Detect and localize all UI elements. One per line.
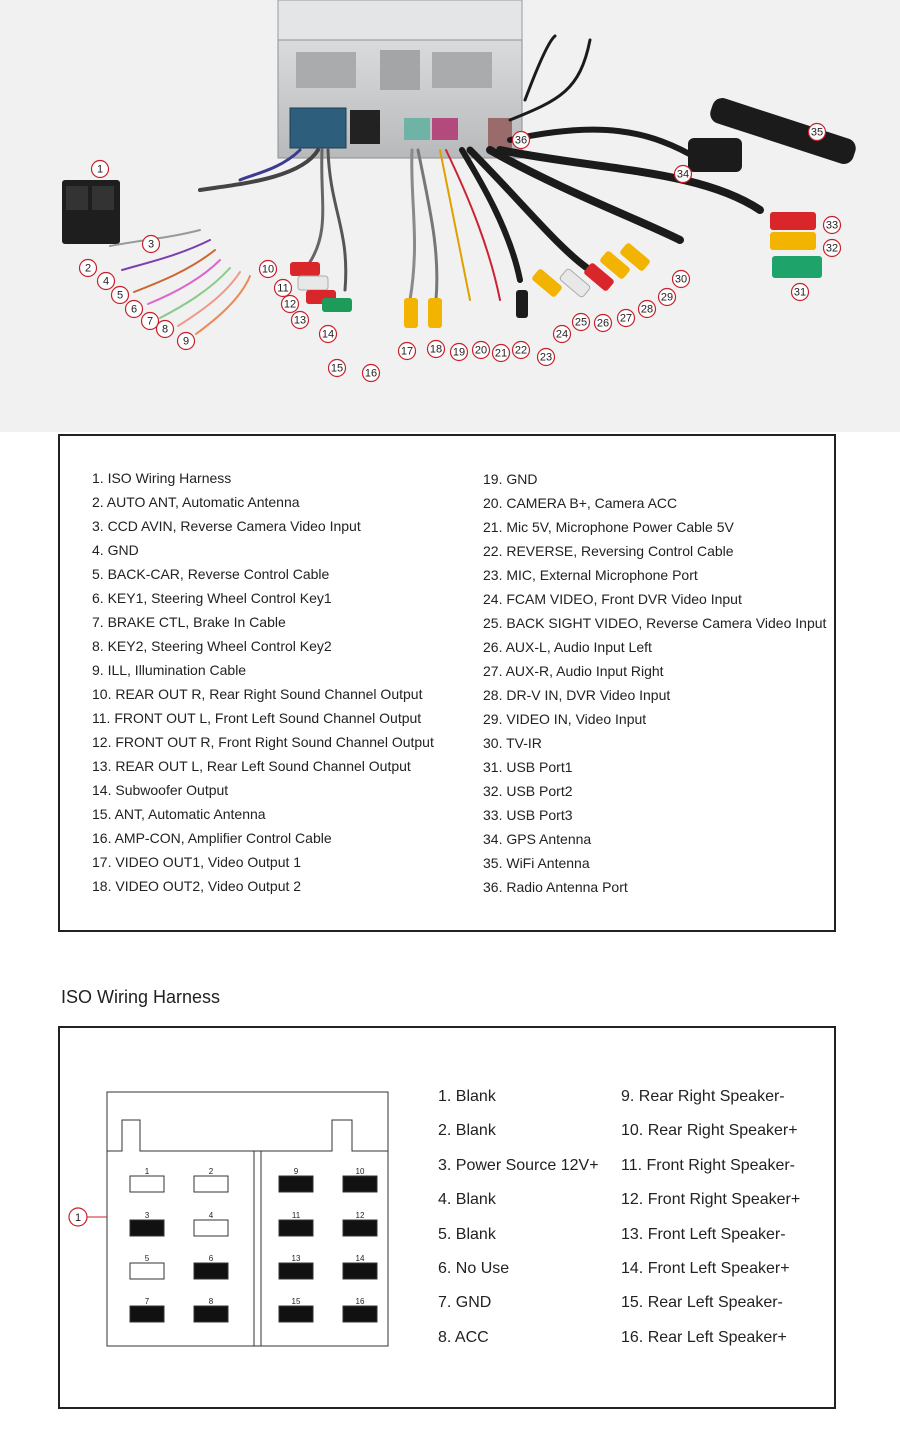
- pin-number: 16: [355, 1297, 365, 1306]
- callout-number: 5: [116, 289, 124, 302]
- callout-number: 30: [674, 273, 688, 286]
- legend-column-left: [92, 466, 434, 898]
- iso-pin-item: 13. Front Left Speaker-: [621, 1225, 786, 1243]
- callout-28: [639, 301, 656, 318]
- iso-pin-item: 15. Rear Left Speaker-: [621, 1294, 783, 1312]
- callout-number: 13: [293, 314, 307, 327]
- legend-item: 27. AUX-R, Audio Input Right: [483, 663, 664, 679]
- legend-item: 15. ANT, Automatic Antenna: [92, 806, 266, 822]
- iso-pin-item: 1. Blank: [438, 1088, 496, 1105]
- legend-item: 25. BACK SIGHT VIDEO, Reverse Camera Video Input: [483, 615, 827, 631]
- callout-11: [275, 280, 292, 297]
- callout-31: [792, 284, 809, 301]
- iso-pin-10: [343, 1167, 377, 1192]
- legend-item: 4. GND: [92, 542, 139, 558]
- callout-number: 25: [574, 316, 588, 329]
- iso-pin-item: 7. GND: [438, 1294, 492, 1312]
- pin-number: 8: [208, 1297, 214, 1306]
- callout-14: [320, 326, 337, 343]
- callout-17: [399, 343, 416, 360]
- wiring-photo: [0, 0, 900, 432]
- callout-number: 7: [146, 315, 154, 328]
- legend-item: 22. REVERSE, Reversing Control Cable: [483, 543, 734, 559]
- pin-slot: [343, 1263, 377, 1279]
- legend-item: 12. FRONT OUT R, Front Right Sound Channel Output: [92, 734, 434, 750]
- legend-item: 36. Radio Antenna Port: [483, 879, 628, 895]
- iso-pin-item: 6. No Use: [438, 1259, 510, 1277]
- legend-item: 13. REAR OUT L, Rear Left Sound Channel Output: [92, 758, 411, 774]
- legend-item: 7. BRAKE CTL, Brake In Cable: [92, 614, 286, 630]
- callout-29: [659, 289, 676, 306]
- legend-item: 29. VIDEO IN, Video Input: [483, 711, 647, 727]
- legend-item: 32. USB Port2: [483, 783, 573, 799]
- legend-item: 31. USB Port1: [483, 759, 573, 775]
- legend-item: 28. DR-V IN, DVR Video Input: [483, 687, 671, 703]
- pin-number: 14: [355, 1254, 365, 1263]
- pin-number: 6: [208, 1254, 214, 1263]
- callout-number: 9: [182, 335, 190, 348]
- callout-number: 32: [825, 242, 839, 255]
- pin-slot: [130, 1263, 164, 1279]
- pin-number: 7: [144, 1297, 150, 1306]
- pin-slot: [279, 1220, 313, 1236]
- pin-number: 3: [144, 1211, 150, 1220]
- legend-item: 35. WiFi Antenna: [483, 855, 590, 871]
- callout-20: [473, 342, 490, 359]
- legend-item: 1. ISO Wiring Harness: [92, 470, 232, 486]
- callout-number: 8: [161, 323, 169, 336]
- pin-number: 13: [291, 1254, 301, 1263]
- callout-number: 16: [364, 367, 378, 380]
- callout-33: [824, 217, 841, 234]
- callout-27: [618, 310, 635, 327]
- legend-item: 9. ILL, Illumination Cable: [92, 662, 247, 678]
- callout-number: 4: [102, 275, 110, 288]
- iso-pin-item: 2. Blank: [438, 1122, 496, 1140]
- pin-slot: [130, 1306, 164, 1322]
- loose-wires: [110, 230, 250, 334]
- callout-18: [428, 341, 445, 358]
- iso-callout-number: 1: [74, 1212, 82, 1224]
- callout-number: 11: [277, 282, 289, 295]
- wiring-photo-illustration: [0, 0, 900, 432]
- callout-number: 15: [330, 362, 344, 375]
- callout-number: 36: [514, 134, 528, 147]
- callout-19: [451, 344, 468, 361]
- iso-pin-13: [279, 1254, 313, 1279]
- antennas: [688, 95, 858, 172]
- iso-pin-7: [130, 1297, 164, 1322]
- callout-number: 17: [400, 345, 414, 358]
- callout-3: [143, 236, 160, 253]
- usb-plugs: [770, 212, 822, 278]
- iso-pin-item: 3. Power Source 12V+: [438, 1156, 599, 1174]
- callout-number: 1: [96, 163, 104, 176]
- callout-1: [92, 161, 109, 178]
- iso-pin-14: [343, 1254, 377, 1279]
- iso-pin-5: [130, 1254, 164, 1279]
- legend-item: 23. MIC, External Microphone Port: [483, 567, 698, 583]
- callout-number: 26: [596, 317, 610, 330]
- callout-number: 19: [452, 346, 466, 359]
- pin-slot: [130, 1220, 164, 1236]
- callout-21: [493, 345, 510, 362]
- iso-pin-list-right: [621, 1080, 800, 1355]
- legend-item: 21. Mic 5V, Microphone Power Cable 5V: [483, 519, 734, 535]
- callout-number: 34: [676, 168, 690, 181]
- callout-number: 31: [793, 286, 807, 299]
- legend-item: 3. CCD AVIN, Reverse Camera Video Input: [92, 518, 361, 534]
- iso-pin-11: [279, 1211, 313, 1236]
- pin-slot: [130, 1176, 164, 1192]
- iso-pin-15: [279, 1297, 313, 1322]
- legend-item: 2. AUTO ANT, Automatic Antenna: [92, 494, 300, 510]
- callout-number: 2: [84, 262, 92, 275]
- pin-slot: [279, 1176, 313, 1192]
- iso-pin-12: [343, 1211, 377, 1236]
- legend-item: 19. GND: [483, 471, 538, 487]
- callout-number: 18: [429, 343, 443, 356]
- pin-slot: [343, 1176, 377, 1192]
- callout-5: [112, 287, 129, 304]
- iso-pin-item: 10. Rear Right Speaker+: [621, 1122, 798, 1140]
- callout-24: [554, 326, 571, 343]
- pin-slot: [194, 1176, 228, 1192]
- pin-slot: [194, 1220, 228, 1236]
- callout-23: [538, 349, 555, 366]
- callout-number: 12: [283, 298, 297, 311]
- iso-pin-item: 14. Front Left Speaker+: [621, 1259, 790, 1277]
- callout-number: 21: [494, 347, 508, 360]
- iso-connector-photo: [62, 180, 120, 244]
- iso-connector-diagram: [60, 1028, 440, 1411]
- legend-item: 26. AUX-L, Audio Input Left: [483, 639, 652, 655]
- callout-36: [513, 132, 530, 149]
- callout-number: 22: [514, 344, 528, 357]
- callout-16: [363, 365, 380, 382]
- pin-slot: [343, 1220, 377, 1236]
- callout-8: [157, 321, 174, 338]
- callout-number: 29: [660, 291, 674, 304]
- iso-section-title: ISO Wiring Harness: [61, 987, 221, 1007]
- iso-pin-item: 11. Front Right Speaker-: [621, 1156, 796, 1174]
- callout-9: [178, 333, 195, 350]
- callout-number: 28: [640, 303, 654, 316]
- legend-item: 34. GPS Antenna: [483, 831, 592, 847]
- callout-7: [142, 313, 159, 330]
- pin-number: 12: [355, 1211, 365, 1220]
- callout-30: [673, 271, 690, 288]
- callout-number: 6: [130, 303, 138, 316]
- callout-13: [292, 312, 309, 329]
- legend-item: 17. VIDEO OUT1, Video Output 1: [92, 854, 302, 870]
- callout-number: 10: [261, 263, 275, 276]
- callout-32: [824, 240, 841, 257]
- legend-item: 20. CAMERA B+, Camera ACC: [483, 495, 678, 511]
- iso-pin-3: [130, 1211, 164, 1236]
- pin-slot: [343, 1306, 377, 1322]
- legend-item: 10. REAR OUT R, Rear Right Sound Channel Output: [92, 686, 423, 702]
- pin-number: 11: [291, 1211, 301, 1220]
- iso-pin-2: [194, 1167, 228, 1192]
- iso-pin-item: 12. Front Right Speaker+: [621, 1191, 801, 1209]
- callout-12: [282, 296, 299, 313]
- iso-pin-item: 4. Blank: [438, 1191, 496, 1209]
- callout-6: [126, 301, 143, 318]
- legend-column-right: [483, 467, 826, 899]
- callout-10: [260, 261, 277, 278]
- iso-pin-list-left: [438, 1080, 599, 1355]
- legend-item: 6. KEY1, Steering Wheel Control Key1: [92, 590, 332, 606]
- pin-number: 2: [208, 1167, 214, 1176]
- callout-number: 35: [810, 126, 824, 139]
- legend-item: 14. Subwoofer Output: [92, 782, 229, 798]
- callout-34: [675, 166, 692, 183]
- pin-slot: [194, 1263, 228, 1279]
- iso-pin-item: 5. Blank: [438, 1225, 496, 1243]
- legend-item: 5. BACK-CAR, Reverse Control Cable: [92, 566, 330, 582]
- callout-number: 24: [555, 328, 569, 341]
- iso-box: [58, 1026, 836, 1409]
- pin-number: 9: [293, 1167, 299, 1176]
- iso-pin-9: [279, 1167, 313, 1192]
- callout-number: 33: [825, 219, 839, 232]
- callout-number: 3: [147, 238, 155, 251]
- head-unit-chassis: [278, 0, 522, 158]
- legend-item: 8. KEY2, Steering Wheel Control Key2: [92, 638, 332, 654]
- pin-number: 1: [144, 1167, 150, 1176]
- pin-slot: [194, 1306, 228, 1322]
- legend-item: 30. TV-IR: [483, 735, 542, 751]
- callout-number: 23: [539, 351, 553, 364]
- legend-box: [58, 434, 836, 932]
- callout-26: [595, 315, 612, 332]
- iso-pin-8: [194, 1297, 228, 1322]
- pin-number: 10: [355, 1167, 365, 1176]
- iso-pin-item: 8. ACC: [438, 1328, 489, 1346]
- legend-item: 33. USB Port3: [483, 807, 573, 823]
- callout-22: [513, 342, 530, 359]
- iso-pin-item: 9. Rear Right Speaker-: [621, 1088, 785, 1105]
- iso-pin-16: [343, 1297, 377, 1322]
- pin-slot: [279, 1263, 313, 1279]
- legend-item: 11. FRONT OUT L, Front Left Sound Channel Output: [92, 710, 422, 726]
- pin-number: 5: [144, 1254, 150, 1263]
- callout-25: [573, 314, 590, 331]
- iso-callout: [69, 1208, 107, 1226]
- callout-number: 14: [321, 328, 335, 341]
- callout-2: [80, 260, 97, 277]
- pin-number: 15: [291, 1297, 301, 1306]
- legend-item: 18. VIDEO OUT2, Video Output 2: [92, 878, 302, 894]
- callout-number: 27: [619, 312, 633, 325]
- callout-number: 20: [474, 344, 488, 357]
- iso-pin-item: 16. Rear Left Speaker+: [621, 1328, 787, 1346]
- pin-slot: [279, 1306, 313, 1322]
- pin-number: 4: [208, 1211, 214, 1220]
- callout-4: [98, 273, 115, 290]
- legend-item: 16. AMP-CON, Amplifier Control Cable: [92, 830, 332, 846]
- iso-pin-1: [130, 1167, 164, 1192]
- legend-item: 24. FCAM VIDEO, Front DVR Video Input: [483, 591, 742, 607]
- callout-15: [329, 360, 346, 377]
- iso-pin-6: [194, 1254, 228, 1279]
- callout-35: [809, 124, 826, 141]
- iso-pin-4: [194, 1211, 228, 1236]
